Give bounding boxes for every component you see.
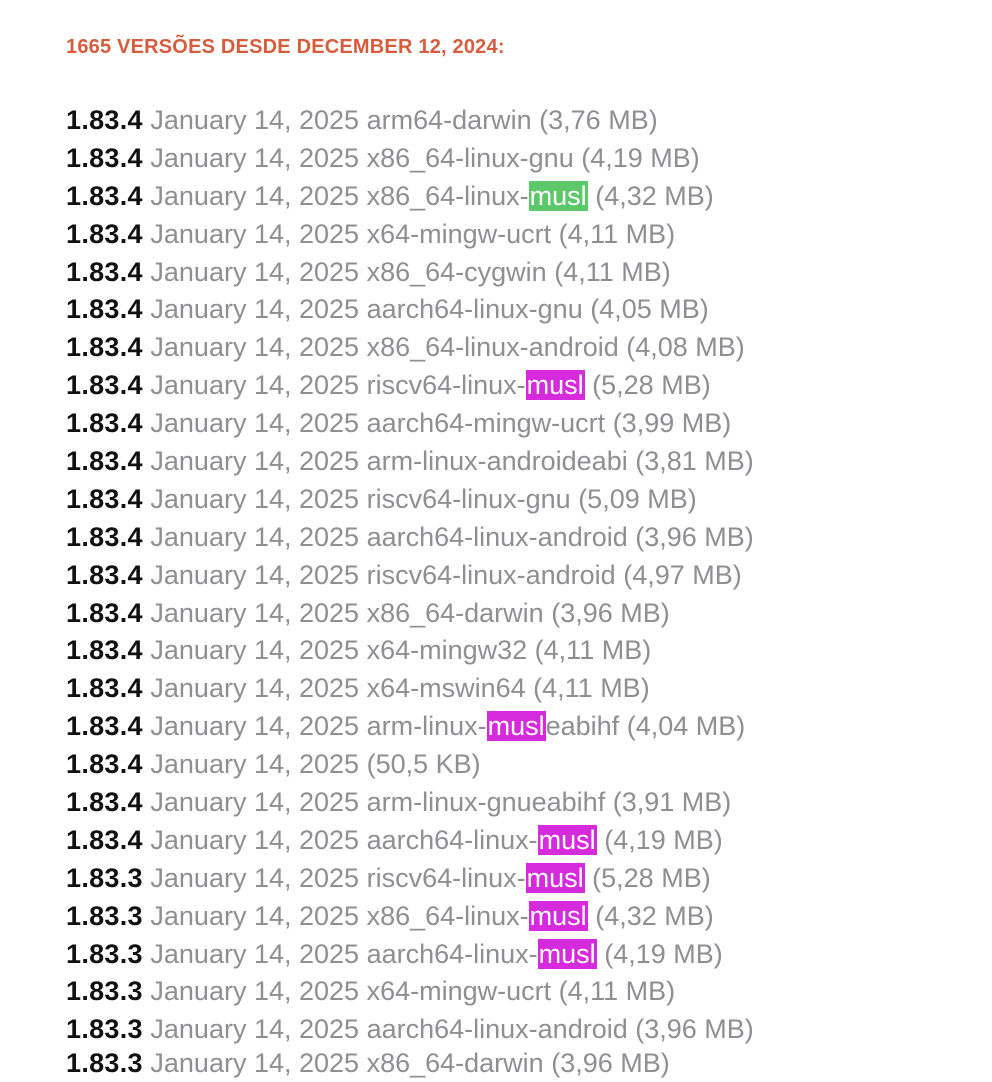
release-platform — [367, 787, 606, 817]
release-platform — [367, 446, 628, 476]
platform-prefix: aarch64-linux-gnu — [366, 294, 583, 325]
release-platform — [367, 825, 597, 855]
release-version[interactable]: 1.83.3 — [66, 976, 143, 1007]
release-size: (3,96 MB) — [551, 597, 670, 628]
release-version[interactable]: 1.83.4 — [66, 635, 143, 666]
platform-prefix: riscv64-linux-android — [366, 559, 616, 590]
platform-prefix: x64-mingw-ucrt — [366, 976, 552, 1007]
release-date: January 14, 2025 — [150, 635, 360, 666]
release-version[interactable]: 1.83.4 — [66, 521, 143, 552]
release-date: January 14, 2025 — [150, 938, 360, 969]
platform-prefix: x64-mingw-ucrt — [366, 218, 552, 249]
release-date: January 14, 2025 — [150, 673, 360, 704]
platform-prefix: aarch64-linux-android — [366, 521, 628, 552]
release-version[interactable]: 1.83.4 — [66, 105, 143, 135]
release-date: January 14, 2025 — [150, 976, 360, 1007]
release-date: January 14, 2025 — [150, 446, 360, 477]
release-size: (3,76 MB) — [539, 105, 658, 135]
release-platform — [367, 1014, 628, 1044]
release-date: January 14, 2025 — [150, 711, 360, 742]
release-date: January 14, 2025 — [150, 294, 360, 325]
release-date: January 14, 2025 — [150, 483, 360, 514]
platform-prefix: aarch64-linux-android — [366, 1014, 628, 1045]
release-platform — [367, 408, 606, 438]
release-platform — [367, 219, 552, 249]
release-size: (4,05 MB) — [590, 294, 709, 325]
release-size: (5,09 MB) — [578, 483, 697, 514]
release-size: (4,19 MB) — [604, 938, 723, 969]
platform-prefix: aarch64-linux- — [366, 938, 538, 969]
platform-prefix: x86_64-linux-gnu — [366, 142, 574, 173]
release-version[interactable]: 1.83.4 — [66, 332, 143, 363]
platform-prefix: x86_64-darwin — [366, 597, 544, 628]
release-version[interactable]: 1.83.4 — [66, 218, 143, 249]
release-date: January 14, 2025 — [150, 408, 360, 439]
release-row[interactable] — [66, 745, 754, 783]
release-platform: x86_64-darwin — [366, 1048, 544, 1078]
release-size: (4,32 MB) — [595, 180, 714, 211]
release-size: (3,96 MB) — [551, 1048, 670, 1078]
release-date: January 14, 2025 — [150, 256, 360, 287]
release-row[interactable] — [66, 707, 754, 745]
release-row[interactable] — [66, 366, 754, 404]
release-row[interactable] — [66, 556, 754, 594]
versions-page — [66, 0, 966, 1045]
release-row[interactable] — [66, 101, 754, 139]
release-list — [66, 101, 754, 1048]
release-date: January 14, 2025 — [150, 180, 360, 211]
release-row[interactable] — [66, 897, 754, 935]
platform-prefix: arm-linux-gnueabihf — [366, 787, 606, 818]
release-version[interactable]: 1.83.4 — [66, 597, 143, 628]
release-version[interactable]: 1.83.4 — [66, 142, 143, 173]
search-highlight: musl — [526, 370, 584, 401]
platform-prefix: x86_64-linux- — [366, 900, 529, 931]
release-date: January 14, 2025 — [150, 559, 360, 590]
release-version[interactable]: 1.83.4 — [66, 180, 143, 211]
search-highlight: musl — [487, 711, 545, 742]
release-size: (3,81 MB) — [635, 446, 754, 477]
release-version[interactable]: 1.83.3 — [66, 1014, 143, 1045]
release-row[interactable] — [66, 480, 754, 518]
release-platform — [367, 257, 547, 287]
release-size: (3,96 MB) — [635, 1014, 754, 1045]
release-date: January 14, 2025 — [150, 824, 360, 855]
release-version[interactable]: 1.83.4 — [66, 294, 143, 325]
search-highlight: musl — [538, 938, 596, 969]
release-row[interactable] — [66, 518, 754, 556]
release-row[interactable] — [66, 972, 754, 1010]
release-date: January 14, 2025 — [150, 862, 360, 893]
release-platform — [367, 673, 526, 703]
release-platform — [367, 332, 619, 362]
release-row-partial[interactable] — [66, 1044, 670, 1082]
release-row[interactable] — [66, 290, 754, 328]
release-row[interactable] — [66, 404, 754, 442]
release-platform — [367, 901, 588, 931]
platform-prefix: riscv64-linux- — [366, 862, 526, 893]
release-row[interactable] — [66, 328, 754, 366]
release-row[interactable] — [66, 783, 754, 821]
release-row[interactable] — [66, 442, 754, 480]
release-version[interactable]: 1.83.4 — [66, 370, 143, 401]
release-version[interactable]: 1.83.4 — [66, 483, 143, 514]
release-platform — [367, 560, 616, 590]
release-date: January 14, 2025 — [150, 749, 360, 780]
release-row[interactable] — [66, 935, 754, 973]
search-highlight: musl — [538, 824, 596, 855]
platform-prefix: x64-mswin64 — [366, 673, 526, 704]
release-row[interactable] — [66, 139, 754, 177]
release-row[interactable] — [66, 177, 754, 215]
release-size: (4,11 MB) — [558, 976, 676, 1007]
versions-count-heading: 1665 VERSÕES DESDE DECEMBER 12, 2024: — [66, 36, 505, 58]
release-version[interactable]: 1.83.4 — [66, 256, 143, 287]
release-size: (4,11 MB) — [554, 256, 671, 287]
release-size: (4,19 MB) — [581, 142, 700, 173]
release-platform — [367, 143, 574, 173]
release-size: (3,91 MB) — [612, 787, 732, 818]
release-size: (4,04 MB) — [626, 711, 746, 742]
release-row[interactable] — [66, 215, 754, 253]
release-date: January 14, 2025 — [150, 332, 360, 363]
release-size: (4,08 MB) — [626, 332, 745, 363]
release-row[interactable] — [66, 1010, 754, 1048]
platform-prefix: aarch64-linux- — [366, 824, 538, 855]
platform-prefix: riscv64-linux- — [366, 370, 526, 401]
release-date: January 14, 2025 — [150, 218, 360, 249]
platform-suffix: eabihf — [545, 711, 620, 742]
release-date: January 14, 2025 — [150, 370, 360, 401]
release-date: January 14, 2025 — [150, 142, 360, 173]
platform-prefix: x64-mingw32 — [366, 635, 528, 666]
release-date: January 14, 2025 — [150, 521, 360, 552]
release-platform — [367, 181, 588, 211]
release-row[interactable] — [66, 859, 754, 897]
release-size: (4,11 MB) — [534, 635, 652, 666]
release-platform — [367, 105, 532, 135]
release-row[interactable] — [66, 821, 754, 859]
search-highlight: musl — [529, 900, 587, 931]
release-platform — [367, 294, 583, 324]
release-size: (5,28 MB) — [592, 370, 711, 401]
release-platform — [367, 484, 571, 514]
release-version[interactable]: 1.83.4 — [66, 673, 143, 704]
release-size: (4,19 MB) — [604, 824, 723, 855]
release-date: January 14, 2025 — [150, 1014, 360, 1045]
platform-prefix: x86_64-linux- — [366, 180, 529, 211]
release-platform — [367, 635, 528, 665]
release-platform — [367, 976, 552, 1006]
release-version[interactable]: 1.83.4 — [66, 711, 143, 742]
release-row[interactable] — [66, 594, 754, 632]
release-date: January 14, 2025 — [150, 597, 360, 628]
release-version[interactable]: 1.83.3 — [66, 862, 143, 893]
release-size: (4,11 MB) — [533, 673, 650, 704]
release-version[interactable]: 1.83.4 — [66, 408, 143, 439]
release-version[interactable]: 1.83.4 — [66, 787, 143, 818]
platform-prefix: arm-linux- — [366, 711, 487, 742]
release-size: (5,28 MB) — [592, 862, 711, 893]
release-version[interactable]: 1.83.4 — [66, 446, 143, 477]
platform-prefix: arm-linux-androideabi — [366, 446, 628, 477]
release-date: January 14, 2025 — [150, 787, 360, 818]
release-version[interactable]: 1.83.3 — [66, 1048, 143, 1078]
release-size: (50,5 KB) — [366, 749, 481, 780]
release-size: (4,97 MB) — [623, 559, 742, 590]
release-version[interactable]: 1.83.3 — [66, 938, 143, 969]
release-platform — [367, 370, 585, 400]
release-date: January 14, 2025 — [150, 900, 360, 931]
release-platform — [367, 939, 597, 969]
release-platform — [367, 711, 620, 741]
release-platform — [367, 863, 585, 893]
release-version[interactable]: 1.83.3 — [66, 900, 143, 931]
release-size: (4,32 MB) — [595, 900, 714, 931]
release-size: (3,96 MB) — [635, 521, 754, 552]
platform-prefix: riscv64-linux-gnu — [366, 483, 571, 514]
release-date: January 14, 2025 — [150, 1048, 360, 1078]
release-size: (4,11 MB) — [558, 218, 676, 249]
platform-prefix: x86_64-cygwin — [366, 256, 547, 287]
release-version[interactable]: 1.83.4 — [66, 559, 143, 590]
release-row[interactable] — [66, 669, 754, 707]
platform-prefix: arm64-darwin — [366, 105, 532, 135]
release-version[interactable]: 1.83.4 — [66, 824, 143, 855]
platform-prefix: x86_64-linux-android — [366, 332, 619, 363]
release-row[interactable] — [66, 631, 754, 669]
release-platform — [367, 522, 628, 552]
release-version[interactable]: 1.83.4 — [66, 749, 143, 780]
release-platform — [367, 598, 544, 628]
release-row[interactable] — [66, 253, 754, 291]
release-date: January 14, 2025 — [150, 105, 360, 135]
search-highlight: musl — [526, 862, 584, 893]
release-size: (3,99 MB) — [612, 408, 732, 439]
platform-prefix: aarch64-mingw-ucrt — [366, 408, 606, 439]
search-highlight: musl — [529, 180, 587, 211]
